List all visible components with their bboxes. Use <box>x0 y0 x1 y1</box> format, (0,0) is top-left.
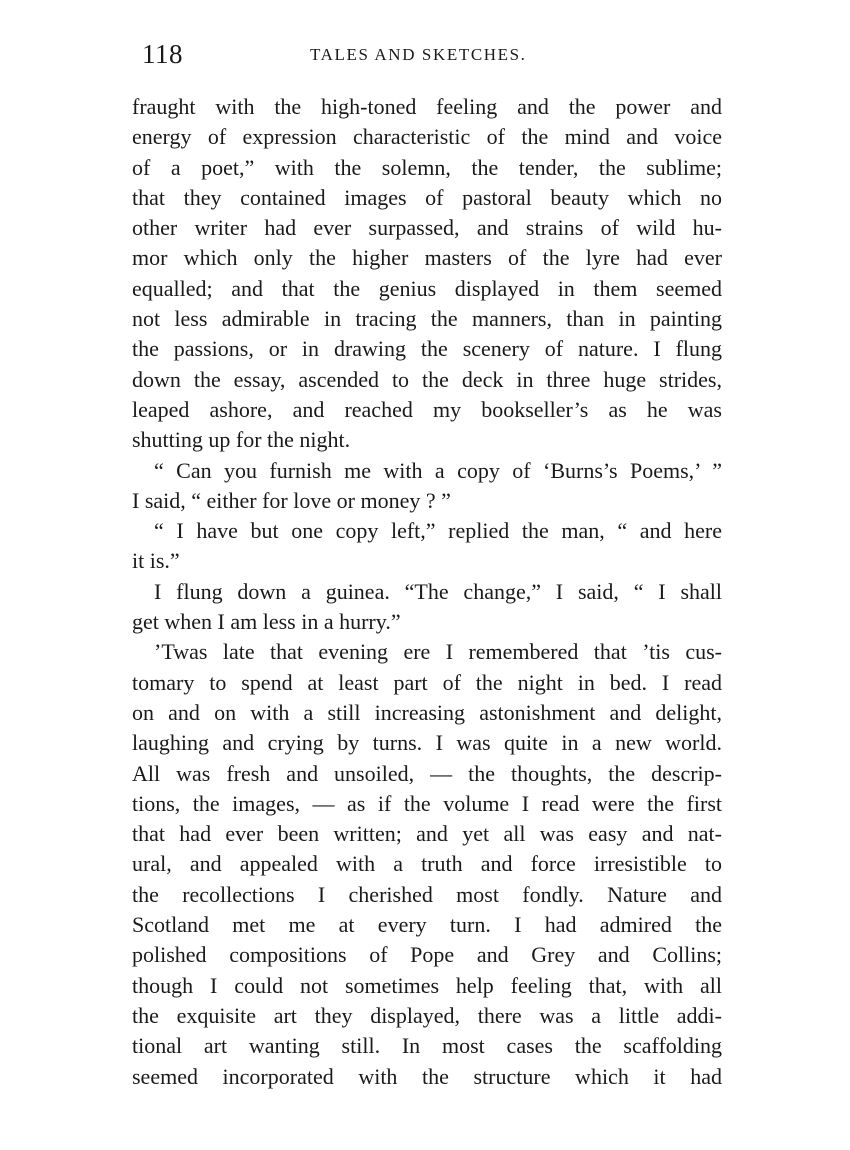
text-line: it is.” <box>132 548 180 574</box>
text-line: All was fresh and unsoiled, — the thoughts, the descrip- <box>132 760 722 786</box>
text-line: the exquisite art they displayed, there was a little addi- <box>132 1002 722 1028</box>
text-line: the passions, or in drawing the scenery of nature. I flung <box>132 336 722 362</box>
body-text <box>132 92 722 1092</box>
text-line: equalled; and that the genius displayed in them seemed <box>132 275 722 301</box>
text-line: other writer had ever surpassed, and strains of wild hu- <box>132 215 722 241</box>
text-line: seemed incorporated with the structure which it had <box>132 1063 722 1089</box>
text-line: on and on with a still increasing astonishment and delight, <box>132 699 722 725</box>
text-line: tional art wanting still. In most cases the scaffolding <box>132 1033 722 1059</box>
text-line: I said, “ either for love or money ? ” <box>132 487 451 513</box>
text-line: not less admirable in tracing the manners, than in painting <box>132 306 722 332</box>
text-line: of a poet,” with the solemn, the tender, the sublime; <box>132 154 722 180</box>
text-line: that they contained images of pastoral beauty which no <box>132 184 722 210</box>
text-line: “ Can you furnish me with a copy of ‘Burns’s Poems,’ ” <box>154 457 722 483</box>
text-line: leaped ashore, and reached my bookseller’s as he was <box>132 396 722 422</box>
text-line: “ I have but one copy left,” replied the man, “ and here <box>154 518 722 544</box>
text-line: Scotland met me at every turn. I had admired the <box>132 912 722 938</box>
text-line: energy of expression characteristic of the mind and voice <box>132 124 722 150</box>
text-line: laughing and crying by turns. I was quite in a new world. <box>132 730 722 756</box>
text-line: the recollections I cherished most fondly. Nature and <box>132 881 722 907</box>
text-line: fraught with the high-toned feeling and the power and <box>132 94 722 119</box>
running-head: TALES AND SKETCHES. <box>310 45 527 64</box>
text-line: shutting up for the night. <box>132 427 351 453</box>
text-line: mor which only the higher masters of the lyre had ever <box>132 245 722 271</box>
text-line: that had ever been written; and yet all was easy and nat- <box>132 821 722 847</box>
text-line: polished compositions of Pope and Grey and Collins; <box>132 942 722 968</box>
text-line: ural, and appealed with a truth and force irresistible to <box>132 851 722 877</box>
page-header <box>132 38 722 70</box>
text-line: I flung down a guinea. “The change,” I said, “ I shall <box>154 578 722 604</box>
text-line: tions, the images, — as if the volume I read were the first <box>132 790 722 816</box>
page-number: 118 <box>142 39 183 69</box>
text-line: ’Twas late that evening ere I remembered that ’tis cus- <box>154 639 722 665</box>
text-line: though I could not sometimes help feeling that, with all <box>132 972 722 998</box>
text-line: down the essay, ascended to the deck in three huge strides, <box>132 366 722 392</box>
text-line: tomary to spend at least part of the night in bed. I read <box>132 669 722 695</box>
text-line: get when I am less in a hurry.” <box>132 609 401 635</box>
